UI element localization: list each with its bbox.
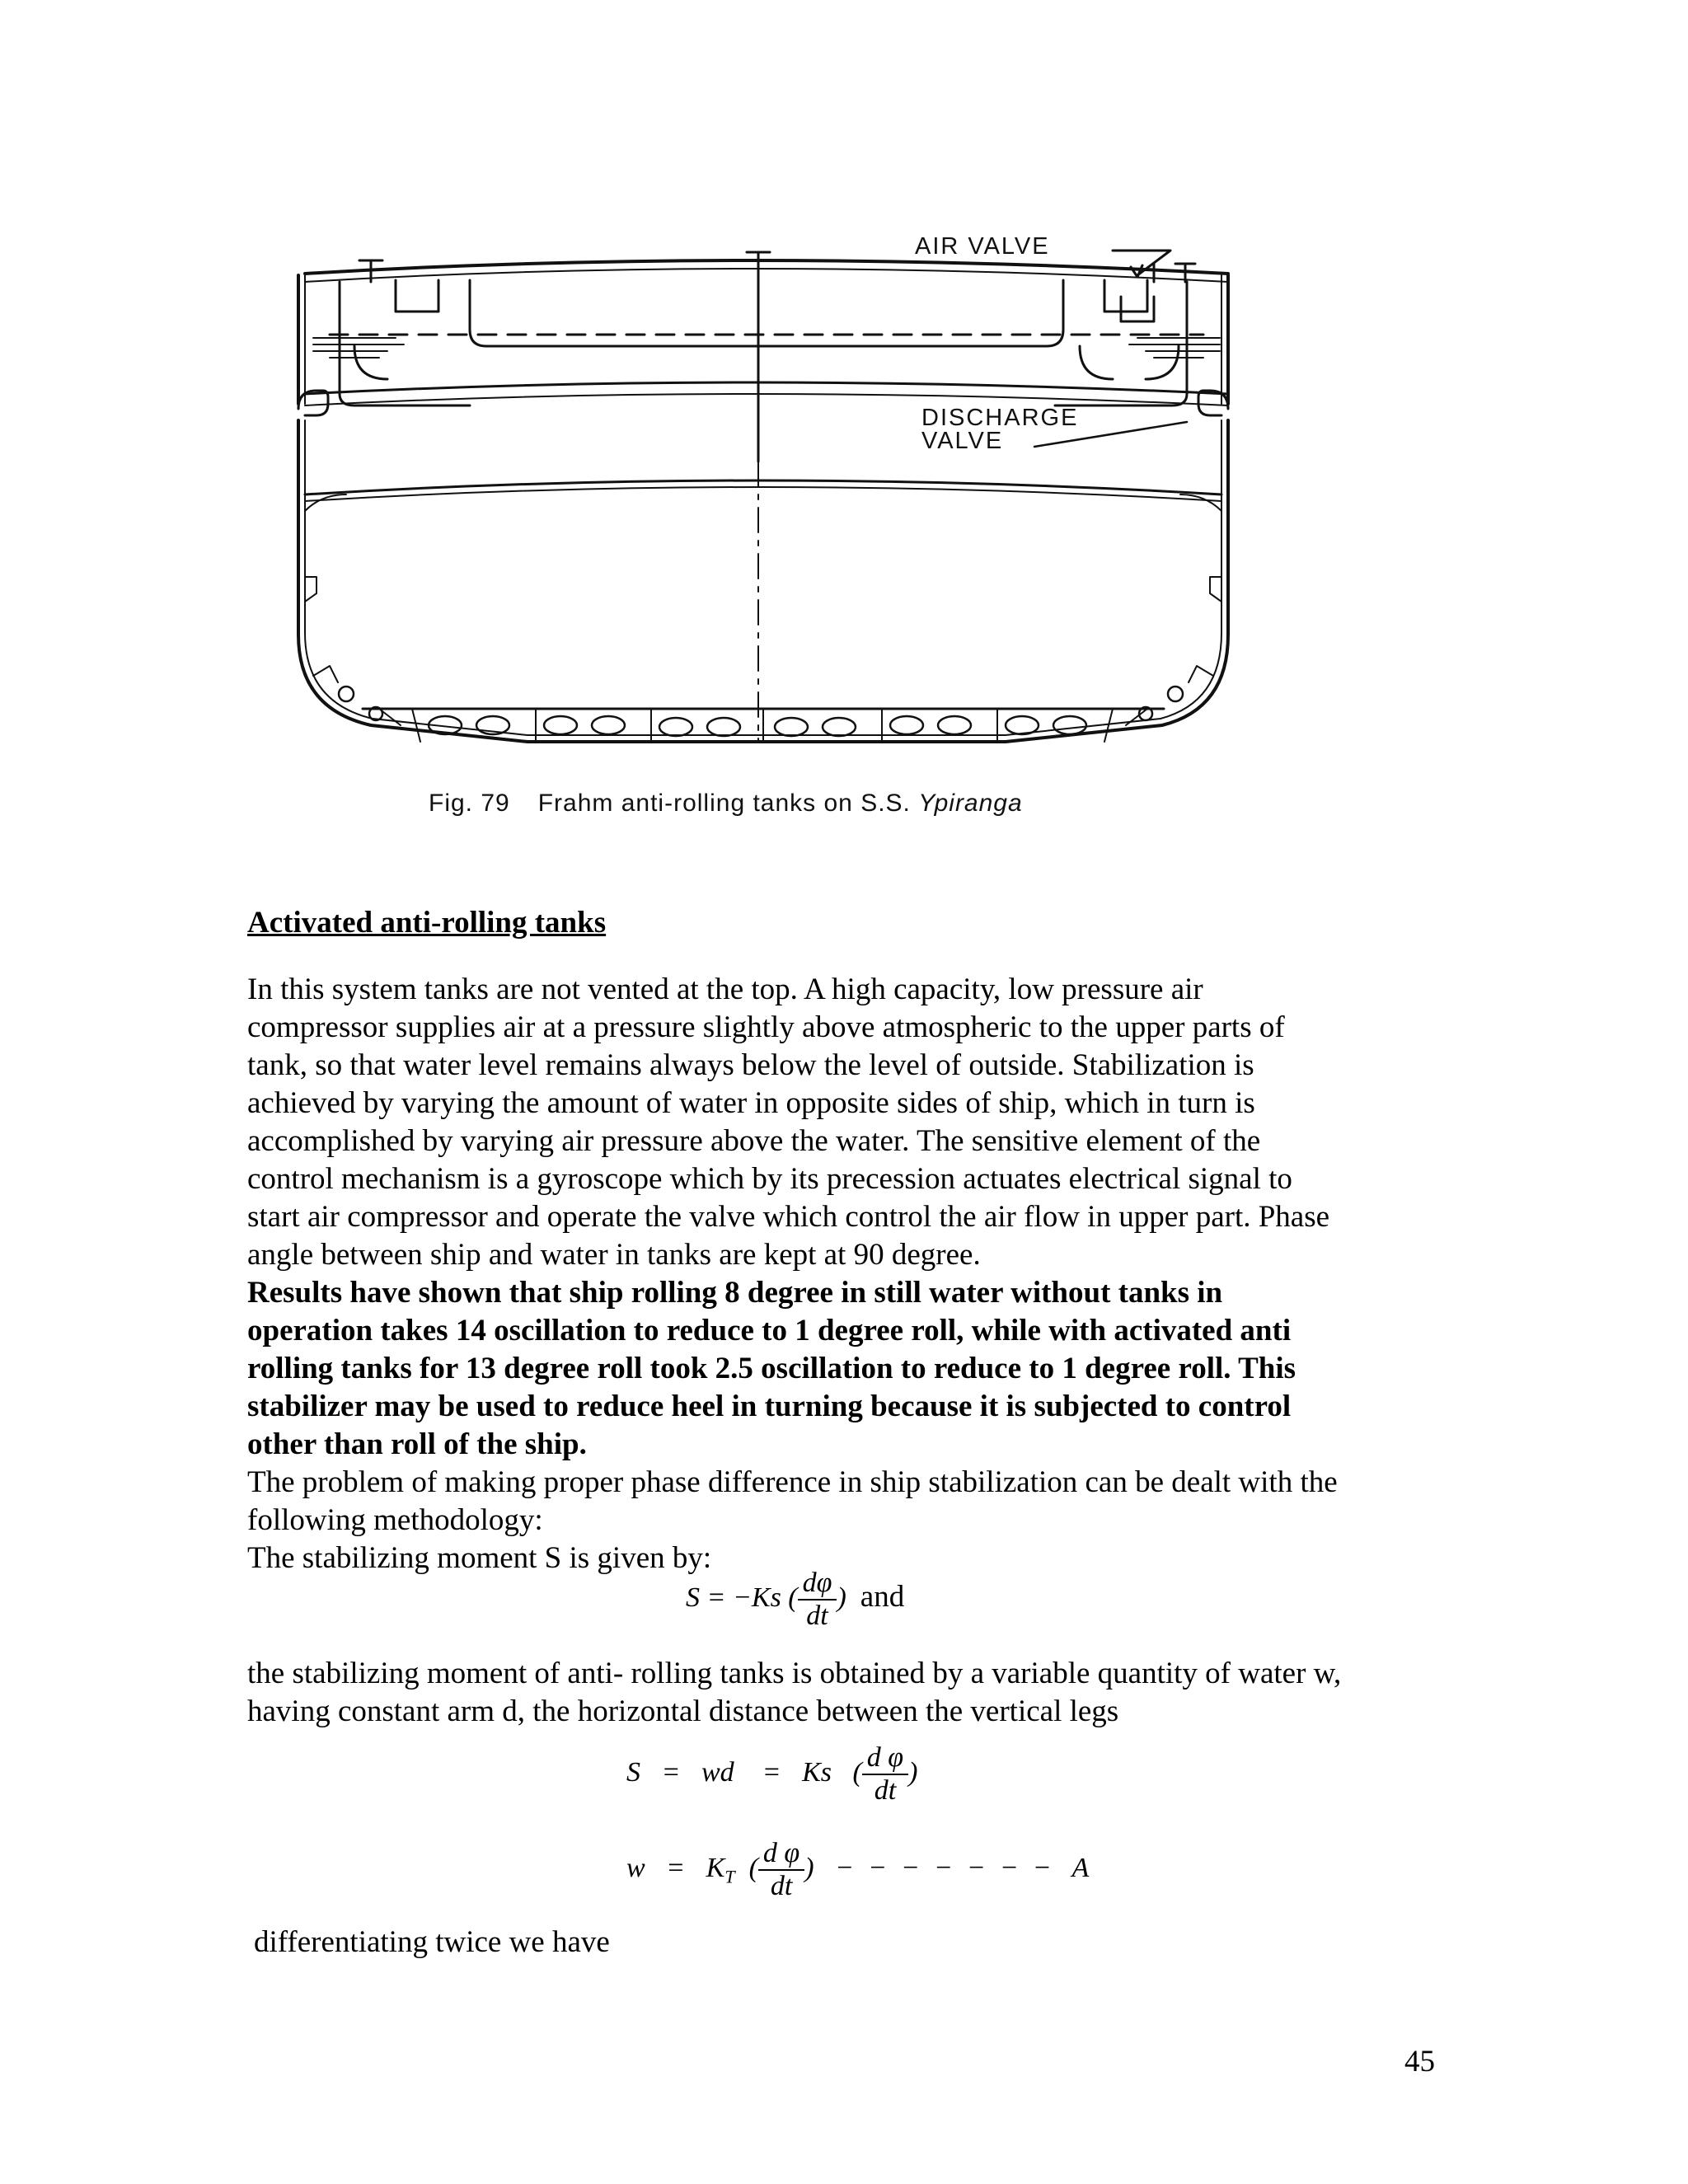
deck-line — [305, 260, 1228, 274]
equation-wd — [626, 1742, 917, 1807]
equation-fraction — [798, 1568, 837, 1632]
text-line: The problem of making proper phase difference in ship stabilization can be dealt with the — [247, 1465, 1338, 1499]
equation-stabilizing-moment — [686, 1568, 904, 1632]
equation-lhs: S = −Ks ( — [686, 1582, 798, 1613]
text-line: compressor supplies air at a pressure slightly above atmospheric to the upper parts of — [247, 1010, 1285, 1044]
figure-number: Fig. 79 — [429, 790, 510, 817]
text-line: tank, so that water level remains always below the level of outside. Stabilization is — [247, 1048, 1254, 1082]
paragraph-anti-rolling-moment — [247, 1655, 1451, 1731]
text-line: start air compressor and operate the valve which control the air flow in upper part. Phase — [247, 1200, 1330, 1234]
bold-text-line: Results have shown that ship rolling 8 degree in still water without tanks in — [247, 1276, 1223, 1310]
air-valve-label: AIR VALVE — [915, 233, 1050, 260]
bold-text-line: operation takes 14 oscillation to reduce to 1 degree roll, while with activated anti — [247, 1314, 1292, 1347]
text-line: accomplished by varying air pressure above the water. The sensitive element of the — [247, 1124, 1261, 1158]
equation-fraction — [862, 1742, 908, 1807]
fraction-numerator: d φ — [866, 1742, 904, 1773]
paragraph-activated-tanks — [247, 971, 1451, 1577]
figure-caption-text: Frahm anti-rolling tanks on S.S. — [537, 790, 919, 817]
equation-close: ) − − − − − − − A — [804, 1852, 1090, 1883]
fraction-denominator: dt — [798, 1599, 837, 1632]
discharge-label: DISCHARGE — [921, 405, 1079, 431]
figure-caption-ship: Ypiranga — [918, 790, 1023, 817]
fraction-denominator: dt — [758, 1869, 804, 1902]
text-line: following methodology: — [247, 1503, 543, 1537]
bold-text-line: rolling tanks for 13 degree roll took 2.5 oscillation to reduce to 1 degree roll. This — [247, 1352, 1296, 1385]
equation-w-equals — [626, 1838, 1089, 1902]
paragraph-differentiating — [254, 1924, 1457, 1961]
equation-subscript: T — [724, 1866, 735, 1887]
equation-open: ( — [734, 1852, 758, 1883]
equation-close: ) — [837, 1582, 846, 1613]
equation-fraction — [758, 1838, 804, 1902]
ship-diagram — [280, 214, 1294, 841]
fraction-denominator: dt — [862, 1774, 908, 1807]
text-line: the stabilizing moment of anti- rolling tanks is obtained by a variable quantity of water w, — [247, 1657, 1342, 1690]
figure-caption — [429, 790, 1023, 818]
fraction-numerator: dφ — [802, 1568, 832, 1598]
text-line: In this system tanks are not vented at the top. A high capacity, low pressure air — [247, 972, 1203, 1006]
text-line: achieved by varying the amount of water in opposite sides of ship, which in turn is — [247, 1086, 1255, 1120]
valve-label: VALVE — [921, 428, 1004, 454]
section-heading: Activated anti-rolling tanks — [247, 906, 607, 940]
text-line: control mechanism is a gyroscope which by its precession actuates electrical signal to — [247, 1162, 1292, 1196]
hull-outline — [298, 420, 1228, 742]
bold-text-line: other than roll of the ship. — [247, 1427, 587, 1461]
equation-and: and — [860, 1579, 905, 1614]
bold-text-line: stabilizer may be used to reduce heel in turning because it is subjected to control — [247, 1390, 1292, 1423]
text-line: angle between ship and water in tanks are kept at 90 degree. — [247, 1238, 981, 1272]
text-line: differentiating twice we have — [254, 1925, 610, 1959]
fraction-numerator: d φ — [762, 1838, 800, 1868]
ship-cross-section-figure — [280, 214, 1294, 841]
equation-lhs: w = K — [626, 1852, 725, 1883]
page-number: 45 — [1404, 2045, 1435, 2079]
text-line: having constant arm d, the horizontal distance between the vertical legs — [247, 1694, 1119, 1728]
equation-close: ) — [908, 1756, 918, 1788]
equation-lhs: S = wd = Ks ( — [626, 1756, 862, 1788]
text-line: The stabilizing moment S is given by: — [247, 1541, 712, 1575]
